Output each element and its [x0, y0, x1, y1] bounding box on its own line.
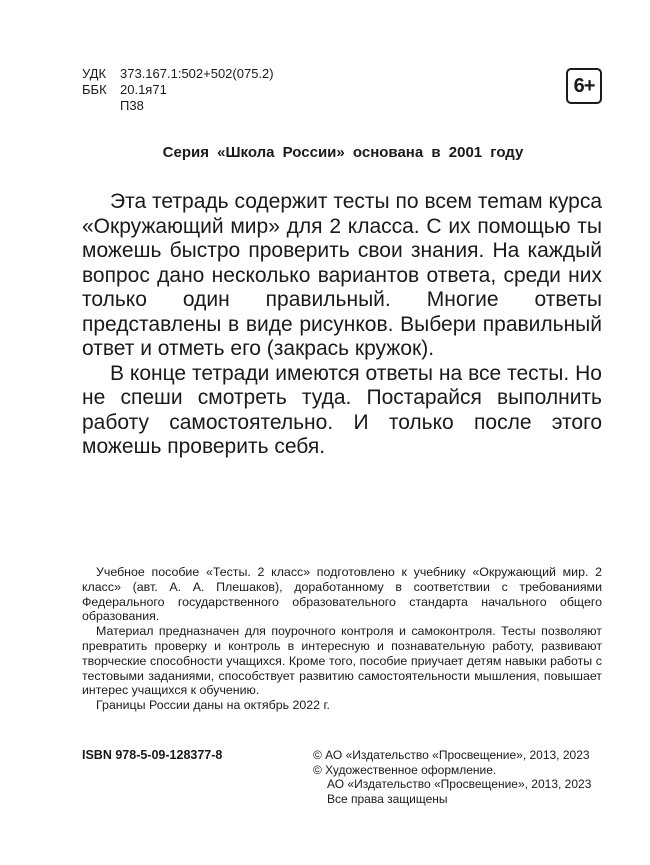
udk-value: 373.167.1:502+502(075.2) [120, 66, 274, 81]
main-paragraph-1: Эта тетрадь содержит тесты по всем теmам курса «Окружающий мир» для 2 класса. С их помощью ты можешь быстро проверить свои знания. На каждый вопрос дано несколько вариантов ответа, среди них только один правильный. Многие ответы представлены в виде рисунков. Выбери правильный ответ и отметь его (закрась кружок). [82, 190, 602, 360]
annotation-paragraph-3: Границы России даны на октябрь 2022 г. [96, 698, 330, 713]
bbk-value: 20.1я71 [120, 82, 167, 97]
copyright-line-2: © Художественное оформление. [313, 762, 497, 777]
main-text [82, 190, 602, 460]
annotation-paragraph-1: Учебное пособие «Тесты. 2 класс» подготовлено к учебнику «Окружающий мир. 2 класс» (авт. А. А. Плешаков), доработанному в соответствии с требованиями Федерального государственного образовательного стандарта начального общего образования. [82, 565, 602, 624]
isbn: ISBN 978-5-09-128377-8 [82, 748, 223, 762]
series-line: Серия «Школа России» основана в 2001 году [162, 144, 524, 161]
udk-row [82, 66, 274, 82]
copyright-line-4: Все права защищены [327, 791, 448, 806]
age-rating-badge: 6+ [566, 68, 602, 104]
bibliographic-block [82, 66, 274, 114]
udk-label: УДК [82, 66, 107, 81]
copyright-line-3: АО «Издательство «Просвещение», 2013, 2023 [327, 777, 592, 791]
annotation-block [82, 565, 602, 713]
copyright-line-1: © АО «Издательство «Просвещение», 2013, 2023 [313, 748, 590, 762]
author-mark: П38 [120, 98, 144, 113]
annotation-paragraph-2: Материал предназначен для поурочного контроля и самоконтроля. Тесты позволяют превратить проверку и контроль в интересную и познавательную работу, развивают творческие способности учащихся. Кроме того, пособие приучает детям навыки работы с тестовыми заданиями, способствует развитию самостоятельности мышления, повышает интерес учащихся к обучению. [82, 624, 602, 698]
bbk-label: ББК [82, 82, 107, 97]
main-paragraph-2: В конце тетради имеются ответы на все тесты. Но не спеши смотреть туда. Постарайся выполнить работу самостоятельно. И только после этого можешь проверить себя. [82, 361, 602, 458]
bbk-row [82, 82, 274, 98]
copyright-block [313, 748, 603, 806]
